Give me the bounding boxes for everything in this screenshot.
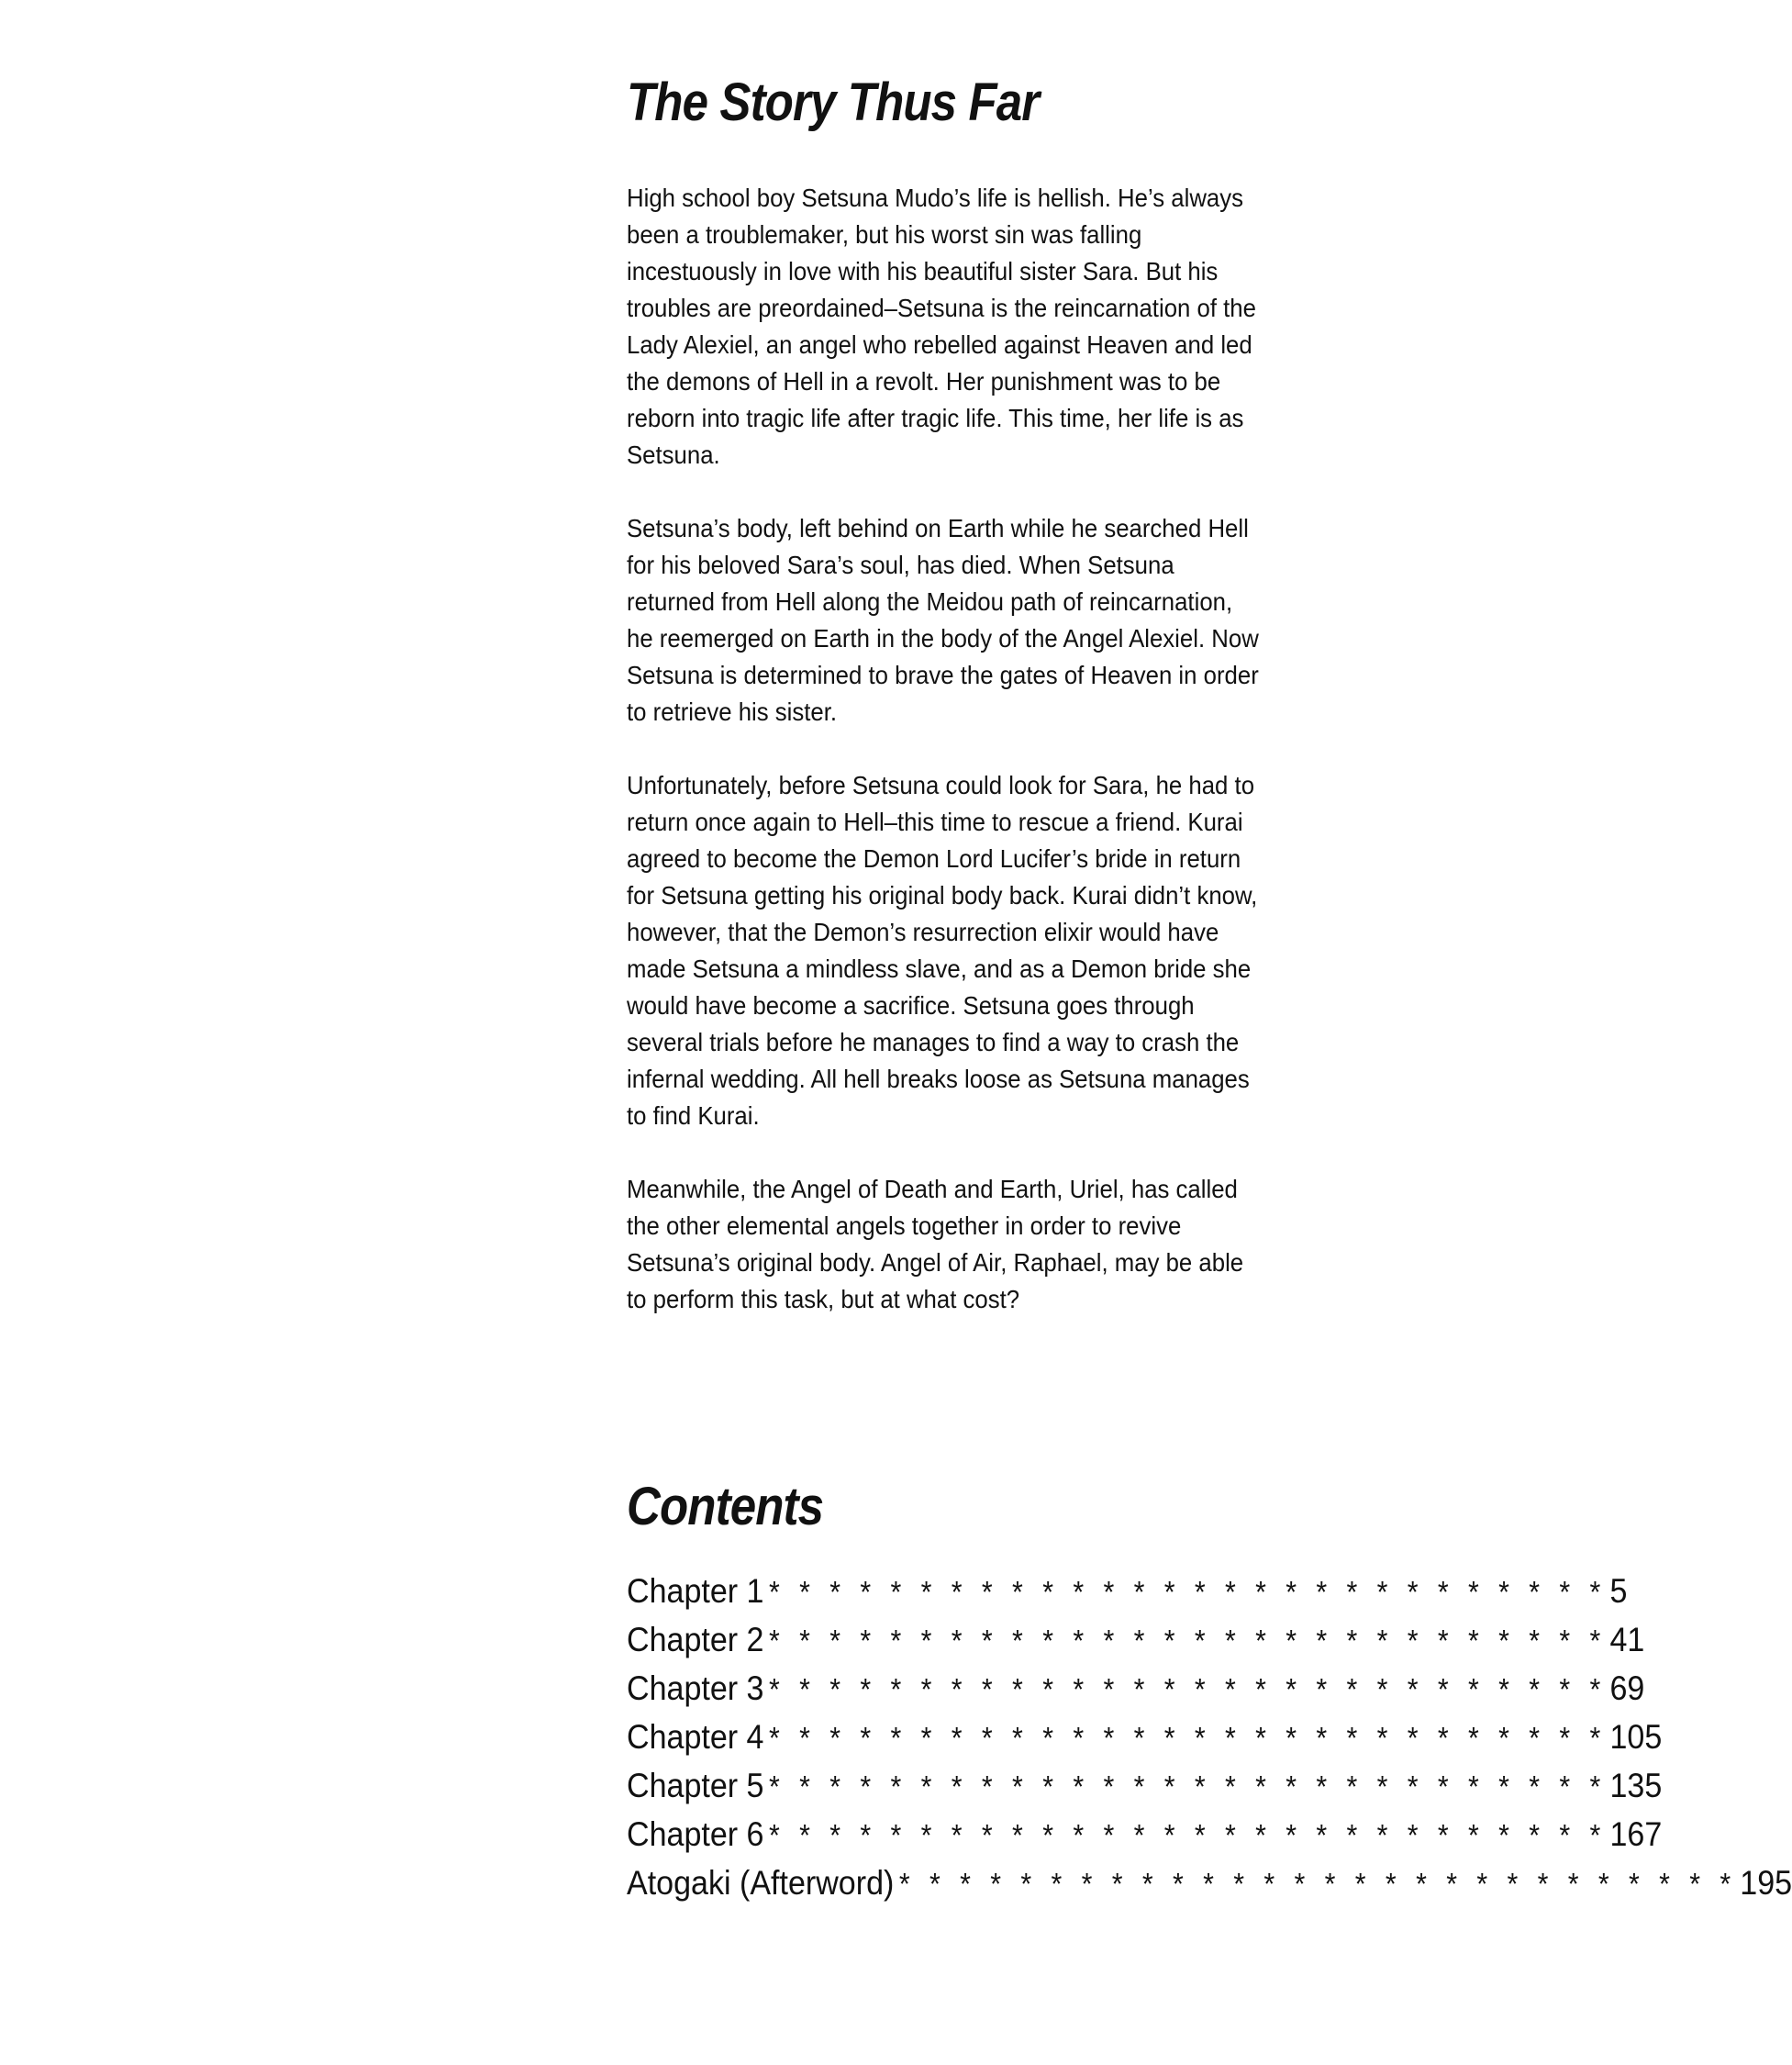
toc-entry-label: Atogaki (Afterword) [627,1864,895,1902]
toc-entry-label: Chapter 4 [627,1718,764,1756]
toc-entry-page: 5 [1609,1572,1628,1610]
toc-entry-page: 135 [1609,1767,1663,1804]
toc-entry-chapter-3 [627,1664,1645,1713]
story-paragraph: Unfortunately, before Setsuna could look for Sara, he had to return once again to Hell–this time to rescue a friend. Kurai agreed to become the Demon Lord Lucifer’s bride in return for Setsuna getting his original body back. Kurai didn’t know, however, that the Demon’s resurrection elixir would have made Setsuna a mindless slave, and as a Demon bride she would have become a sacrifice. Setsuna goes through several trials before he manages to find a way to crash the infernal wedding. All hell breaks loose as Setsuna manages to find Kurai. [627,771,1258,1130]
toc-entry-page: 41 [1609,1621,1645,1658]
story-paragraph: Meanwhile, the Angel of Death and Earth, Uriel, has called the other elemental angels together in order to revive Setsuna’s original body. Angel of Air, Raphael, may be able to perform this task, but at what cost? [627,1175,1244,1313]
toc-entry-page: 195 [1740,1864,1792,1902]
toc-entry-page: 167 [1609,1815,1663,1853]
contents-title: Contents [627,1477,824,1536]
toc-entry-label: Chapter 1 [627,1572,764,1610]
story-paragraph: High school boy Setsuna Mudo’s life is hellish. He’s always been a troublemaker, but his worst sin was falling incestuously in love with his beautiful sister Sara. But his troubles are preordained–Setsuna is the reincarnation of the Lady Alexiel, an angel who rebelled against Heaven and led the demons of Hell in a revolt. Her punishment was to be reborn into tragic life after tragic life. This time, her life is as Setsuna. [627,184,1256,469]
toc-entry-label: Chapter 2 [627,1621,764,1658]
toc-entry-chapter-6 [627,1810,1663,1858]
toc-entry-page: 105 [1609,1718,1663,1756]
toc-entry-afterword [627,1858,1792,1907]
story-summary [627,180,1260,1355]
toc-leader-asterisks: * * * * * * * * * * * * * * * * * * * * * * * * * * * * [769,1624,1607,1658]
story-title: The Story Thus Far [627,73,1040,132]
toc-entry-chapter-4 [627,1713,1663,1761]
toc-leader-asterisks: * * * * * * * * * * * * * * * * * * * * * * * * * * * * [898,1867,1737,1901]
table-of-contents [627,1567,1792,1907]
toc-leader-asterisks: * * * * * * * * * * * * * * * * * * * * * * * * * * * * [769,1769,1607,1803]
toc-entry-chapter-1 [627,1567,1628,1615]
toc-entry-chapter-2 [627,1615,1645,1664]
story-paragraph: Setsuna’s body, left behind on Earth while he searched Hell for his beloved Sara’s soul, has died. When Setsuna returned from Hell along the Meidou path of reincarnation, he reemerged on Earth in the body of the Angel Alexiel. Now Setsuna is determined to brave the gates of Heaven in order to retrieve his sister. [627,514,1259,726]
toc-leader-asterisks: * * * * * * * * * * * * * * * * * * * * * * * * * * * * [769,1818,1607,1852]
toc-leader-asterisks: * * * * * * * * * * * * * * * * * * * * * * * * * * * * [769,1721,1607,1755]
toc-entry-label: Chapter 5 [627,1767,764,1804]
toc-leader-asterisks: * * * * * * * * * * * * * * * * * * * * * * * * * * * * [769,1575,1607,1609]
toc-entry-chapter-5 [627,1761,1663,1810]
toc-entry-page: 69 [1609,1669,1645,1707]
toc-entry-label: Chapter 6 [627,1815,764,1853]
toc-leader-asterisks: * * * * * * * * * * * * * * * * * * * * * * * * * * * * [769,1672,1607,1706]
toc-entry-label: Chapter 3 [627,1669,764,1707]
